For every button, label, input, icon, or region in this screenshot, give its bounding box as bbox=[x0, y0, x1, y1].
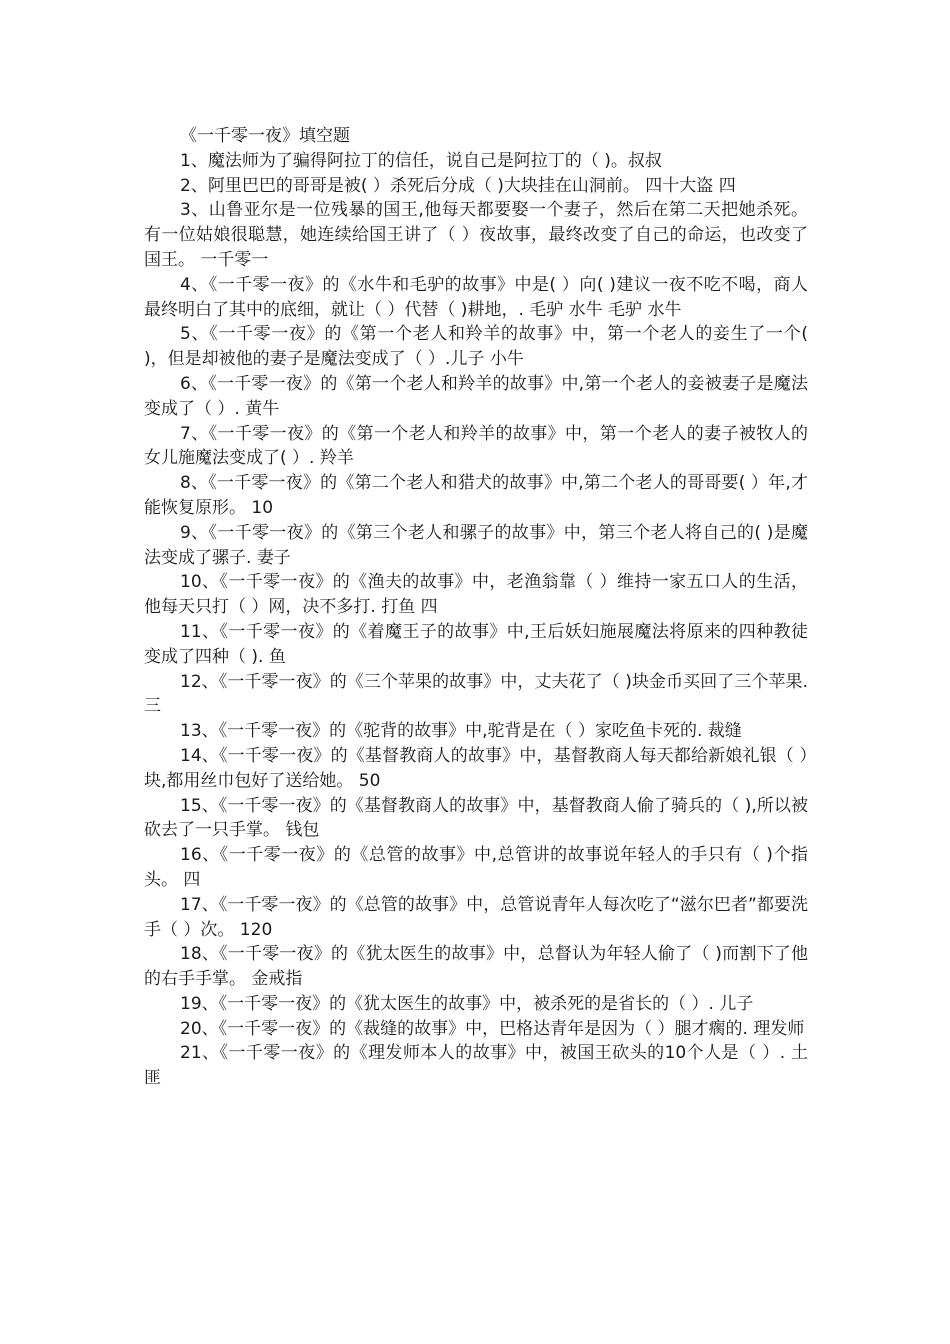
document-body bbox=[144, 124, 808, 1091]
document-title: 《一千零一夜》填空题 bbox=[180, 126, 350, 146]
question-3: 3、山鲁亚尔是一位残暴的国王,他每天都要娶一个妻子，然后在第二天把她杀死。有一位姑娘很聪慧，她连续给国王讲了（ ）夜故事，最终改变了自己的命运，也改变了国王。 一千零一 bbox=[144, 200, 808, 270]
question-6: 6、《一千零一夜》的《第一个老人和羚羊的故事》中,第一个老人的妾被妻子是魔法变成了（ ）. 黄牛 bbox=[144, 373, 808, 419]
question-10: 10、《一千零一夜》的《渔夫的故事》中，老渔翁靠（ ）维持一家五口人的生活，他每天只打（ ）网，决不多打. 打鱼 四 bbox=[144, 572, 808, 618]
question-1: 1、魔法师为了骗得阿拉丁的信任，说自己是阿拉丁的（ )。叔叔 bbox=[180, 150, 662, 171]
question-16: 16、《一千零一夜》的《总管的故事》中,总管讲的故事说年轻人的手只有（ )个指头。 四 bbox=[144, 845, 808, 890]
question-4: 4、《一千零一夜》的《水牛和毛驴的故事》中是( ）向( )建议一夜不吃不喝，商人最终明白了其中的底细，就让（ ）代替（ )耕地，. 毛驴 水牛 毛驴 水牛 bbox=[144, 274, 808, 320]
question-13: 13、《一千零一夜》的《驼背的故事》中,驼背是在（ ）家吃鱼卡死的. 裁缝 bbox=[180, 721, 742, 742]
question-7: 7、《一千零一夜》的《第一个老人和羚羊的故事》中，第一个老人的妻子被牧人的女儿施魔法变成了( ）. 羚羊 bbox=[144, 423, 808, 469]
question-20: 20、《一千零一夜》的《裁缝的故事》中，巴格达青年是因为（ ）腿才瘸的. 理发师 bbox=[180, 1018, 805, 1039]
question-2: 2、阿里巴巴的哥哥是被( ）杀死后分成（ )大块挂在山洞前。 四十大盗 四 bbox=[180, 175, 736, 196]
question-12: 12、《一千零一夜》的《三个苹果的故事》中，丈夫花了（ )块金币买回了三个苹果. 三 bbox=[144, 671, 808, 717]
question-17: 17、《一千零一夜》的《总管的故事》中，总管说青年人每次吃了“滋尔巴者”都要洗手（ ）次。 120 bbox=[144, 894, 808, 940]
question-14: 14、《一千零一夜》的《基督教商人的故事》中，基督教商人每天都给新娘礼银（ ）块,都用丝巾包好了送给她。 50 bbox=[144, 745, 808, 791]
question-5: 5、《一千零一夜》的《第一个老人和羚羊的故事》中，第一个老人的妾生了一个( )，但是却被他的妻子是魔法变成了（ ）.儿子 小牛 bbox=[144, 324, 808, 370]
question-8: 8、《一千零一夜》的《第二个老人和猎犬的故事》中,第二个老人的哥哥要( ）年,才能恢复原形。 10 bbox=[144, 473, 808, 518]
question-9: 9、《一千零一夜》的《第三个老人和骡子的故事》中，第三个老人将自己的( )是魔法变成了骡子. 妻子 bbox=[144, 522, 808, 568]
question-11: 11、《一千零一夜》的《着魔王子的故事》中,王后妖妇施展魔法将原来的四种教徒变成了四种（ ). 鱼 bbox=[144, 621, 808, 667]
question-15: 15、《一千零一夜》的《基督教商人的故事》中，基督教商人偷了骑兵的（ ),所以被砍去了一只手掌。 钱包 bbox=[144, 795, 808, 841]
question-19: 19、《一千零一夜》的《犹太医生的故事》中，被杀死的是省长的（ ）. 儿子 bbox=[180, 993, 754, 1014]
question-18: 18、《一千零一夜》的《犹太医生的故事》中，总督认为年轻人偷了（ )而割下了他的右手手掌。 金戒指 bbox=[144, 944, 808, 990]
question-21: 21、《一千零一夜》的《理发师本人的故事》中，被国王砍头的10个人是（ ）. 土匪 bbox=[144, 1043, 808, 1089]
